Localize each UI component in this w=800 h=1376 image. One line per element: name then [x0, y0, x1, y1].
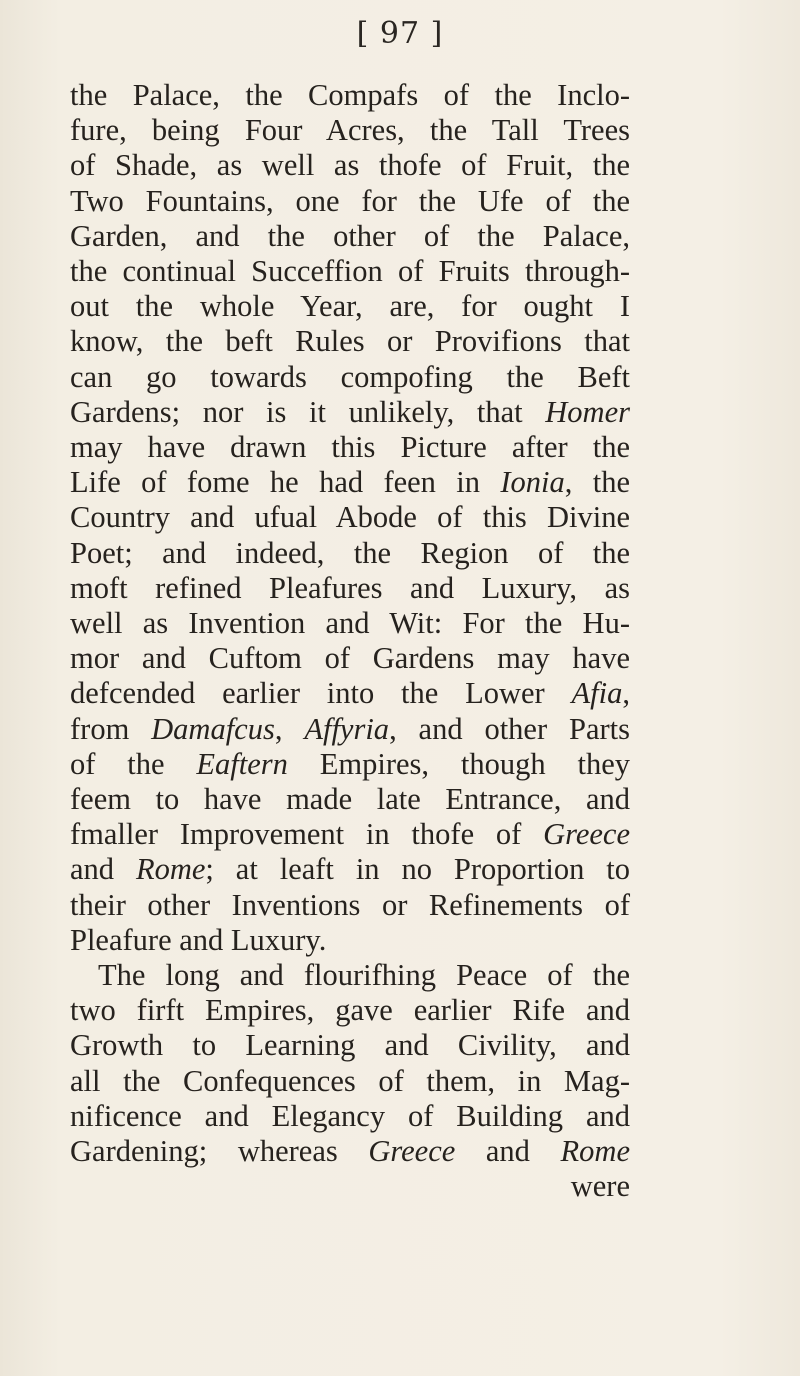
italic-word: Eaftern [196, 746, 288, 781]
text-line: The long and flourifhing Peace of the [98, 958, 630, 993]
page-number: [ 97 ] [356, 16, 444, 51]
text-line: Life of fome he had feen in Ionia, the [70, 465, 631, 500]
paragraph-1 [70, 78, 630, 958]
text-line: all the Confequences of them, in Mag- [70, 1063, 630, 1098]
text-line: mor and Cuftom of Gardens may have [70, 641, 630, 676]
text-line: can go towards compofing the Beft [70, 359, 630, 394]
text-line: feem to have made late Entrance, and [70, 782, 630, 817]
text-line: of Shade, as well as thofe of Fruit, the [70, 148, 630, 183]
text-line: out the whole Year, are, for ought I [70, 289, 630, 324]
italic-word: Rome [135, 852, 206, 887]
catchword: were [570, 1169, 630, 1204]
text-line: moft refined Pleafures and Luxury, as [70, 570, 630, 605]
text-line: of the Eaftern Empires, though they [70, 746, 630, 781]
italic-word: Greece [543, 817, 630, 852]
text-line: Pleafure and Luxury. [70, 922, 327, 957]
text-line: Gardening; whereas Greece and Rome [70, 1134, 630, 1169]
text-line: Garden, and the other of the Palace, [70, 218, 630, 253]
italic-word: Afia [571, 676, 623, 711]
text-line: the continual Succeffion of Fruits through- [70, 254, 630, 289]
text-line: Gardens; nor is it unlikely, that Homer [70, 394, 630, 429]
italic-word: Ionia [500, 465, 565, 500]
text-line: their other Inventions or Refinements of [70, 887, 630, 922]
text-line: the Palace, the Compafs of the Inclo- [70, 78, 630, 112]
text-line: Growth to Learning and Civility, and [70, 1028, 630, 1063]
text-line: nificence and Elegancy of Building and [70, 1098, 630, 1133]
paragraph-2 [70, 958, 630, 1169]
italic-word: Affyria [304, 711, 390, 746]
body-text [70, 78, 630, 1205]
text-line: defcended earlier into the Lower Afia, [70, 676, 630, 711]
text-line: may have drawn this Picture after the [70, 430, 630, 465]
text-line: and Rome; at leaft in no Proportion to [70, 852, 630, 887]
text-line: two firft Empires, gave earlier Rife and [70, 993, 630, 1028]
italic-word: Damafcus [151, 711, 275, 746]
text-line: Two Fountains, one for the Ufe of the [70, 183, 630, 218]
text-line: from Damafcus, Affyria, and other Parts [70, 711, 630, 746]
italic-word: Rome [560, 1134, 630, 1169]
text-line: fmaller Improvement in thofe of Greece [70, 817, 630, 852]
text-line: Country and ufual Abode of this Divine [70, 500, 630, 535]
text-line: Poet; and indeed, the Region of the [70, 535, 630, 570]
text-line: fure, being Four Acres, the Tall Trees [70, 113, 630, 148]
italic-word: Greece [368, 1134, 456, 1169]
text-line: well as Invention and Wit: For the Hu- [70, 606, 630, 641]
text-line: know, the beft Rules or Provifions that [70, 324, 630, 359]
italic-word: Homer [545, 394, 630, 429]
